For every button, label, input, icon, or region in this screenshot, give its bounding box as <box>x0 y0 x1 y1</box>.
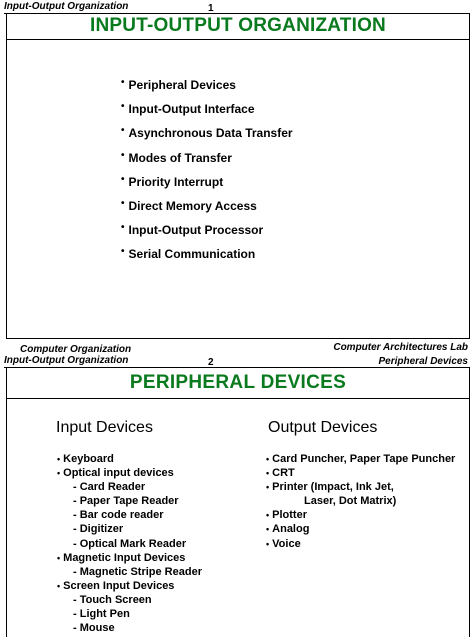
topic-item <box>121 78 293 102</box>
device-item-label: - Mouse <box>73 622 115 635</box>
bullet-icon: • <box>121 197 125 209</box>
bullet-icon: • <box>266 482 270 493</box>
device-item-label: - Touch Screen <box>73 593 152 606</box>
device-item-label: - Optical Mark Reader <box>73 537 187 550</box>
topic-item-label: Priority Interrupt <box>128 174 224 189</box>
topic-item-label: Input-Output Processor <box>128 223 264 238</box>
topic-item <box>121 102 293 126</box>
device-item <box>266 494 455 508</box>
slide2-page-number: 2 <box>208 357 214 368</box>
device-item-label: - Magnetic Stripe Reader <box>73 565 202 578</box>
bullet-icon: • <box>121 101 125 113</box>
device-item <box>57 621 202 635</box>
bullet-icon: • <box>266 454 270 464</box>
device-item-label: - Paper Tape Reader <box>73 495 179 508</box>
bullet-icon: • <box>121 222 125 234</box>
device-item <box>57 551 202 565</box>
bullet-icon: • <box>266 510 270 521</box>
topic-item <box>121 151 293 175</box>
bullet-icon: • <box>266 524 270 535</box>
device-item <box>57 452 202 466</box>
device-item <box>57 522 202 536</box>
bullet-icon: • <box>57 454 61 464</box>
device-item <box>266 508 455 522</box>
device-item-label: - Card Reader <box>73 481 146 494</box>
topic-item <box>121 126 293 150</box>
topic-item <box>121 199 293 223</box>
topic-item <box>121 223 293 247</box>
bullet-icon: • <box>121 77 125 88</box>
input-devices-heading: Input Devices <box>56 419 153 436</box>
device-item <box>57 593 202 607</box>
topic-item <box>121 175 293 199</box>
topic-item-label: Modes of Transfer <box>128 150 232 165</box>
device-item <box>57 508 202 522</box>
slide2-title: PERIPHERAL DEVICES <box>129 372 347 393</box>
output-devices-list <box>266 452 455 551</box>
device-item-label: Keyboard <box>63 453 114 465</box>
device-item-label: Card Puncher, Paper Tape Puncher <box>272 453 456 465</box>
device-item-label: Voice <box>272 537 301 550</box>
device-item <box>57 537 202 551</box>
device-item <box>57 607 202 621</box>
device-item <box>266 466 455 480</box>
device-item-label: - Digitizer <box>73 523 124 536</box>
device-item-label: Plotter <box>272 509 307 522</box>
device-item <box>57 565 202 579</box>
device-item-label: - Bar code reader <box>73 509 164 522</box>
device-item <box>57 466 202 480</box>
device-item-label: Screen Input Devices <box>63 579 175 592</box>
topic-item-label: Serial Communication <box>128 247 256 262</box>
device-item <box>57 579 202 593</box>
device-item <box>266 522 455 536</box>
device-item-label: Analog <box>272 523 310 536</box>
topic-item-label: Peripheral Devices <box>128 78 236 92</box>
slide1-title: INPUT-OUTPUT ORGANIZATION <box>90 15 386 36</box>
bullet-icon: • <box>266 538 270 549</box>
topic-item-label: Asynchronous Data Transfer <box>128 126 293 141</box>
input-devices-list <box>57 452 202 635</box>
slide2-running-title: Input-Output Organization <box>4 355 129 366</box>
device-item <box>57 494 202 508</box>
slide1-footer-right: Computer Architectures Lab <box>333 342 468 353</box>
bullet-icon: • <box>266 468 270 479</box>
bullet-icon: • <box>57 580 61 591</box>
slide1-title-rule <box>6 39 470 40</box>
device-item-label: - Light Pen <box>73 608 130 621</box>
topic-item-label: Direct Memory Access <box>128 198 257 213</box>
topic-item-label: Input-Output Interface <box>128 102 255 117</box>
slide1-footer-left: Computer Organization <box>20 344 132 355</box>
slide2-section-title: Peripheral Devices <box>378 356 468 367</box>
device-item <box>57 480 202 494</box>
device-item-label: Laser, Dot Matrix) <box>304 495 397 508</box>
bullet-icon: • <box>121 125 125 137</box>
device-item-label: Magnetic Input Devices <box>63 551 186 564</box>
slide2-title-rule <box>6 398 470 399</box>
bullet-icon: • <box>57 552 61 563</box>
slide1-topic-list <box>121 78 293 272</box>
bullet-icon: • <box>121 246 125 258</box>
device-item-label: CRT <box>272 467 295 480</box>
output-devices-heading: Output Devices <box>268 419 378 436</box>
device-item <box>266 480 455 494</box>
device-item <box>266 537 455 551</box>
device-item <box>266 452 455 466</box>
bullet-icon: • <box>121 173 125 185</box>
bullet-icon: • <box>57 468 61 479</box>
slide1-page-number: 1 <box>208 3 214 14</box>
bullet-icon: • <box>121 149 125 161</box>
device-item-label: Printer (Impact, Ink Jet, <box>272 481 394 494</box>
slide1-running-title: Input-Output Organization <box>4 1 129 12</box>
topic-item <box>121 247 293 271</box>
device-item-label: Optical input devices <box>63 467 174 480</box>
